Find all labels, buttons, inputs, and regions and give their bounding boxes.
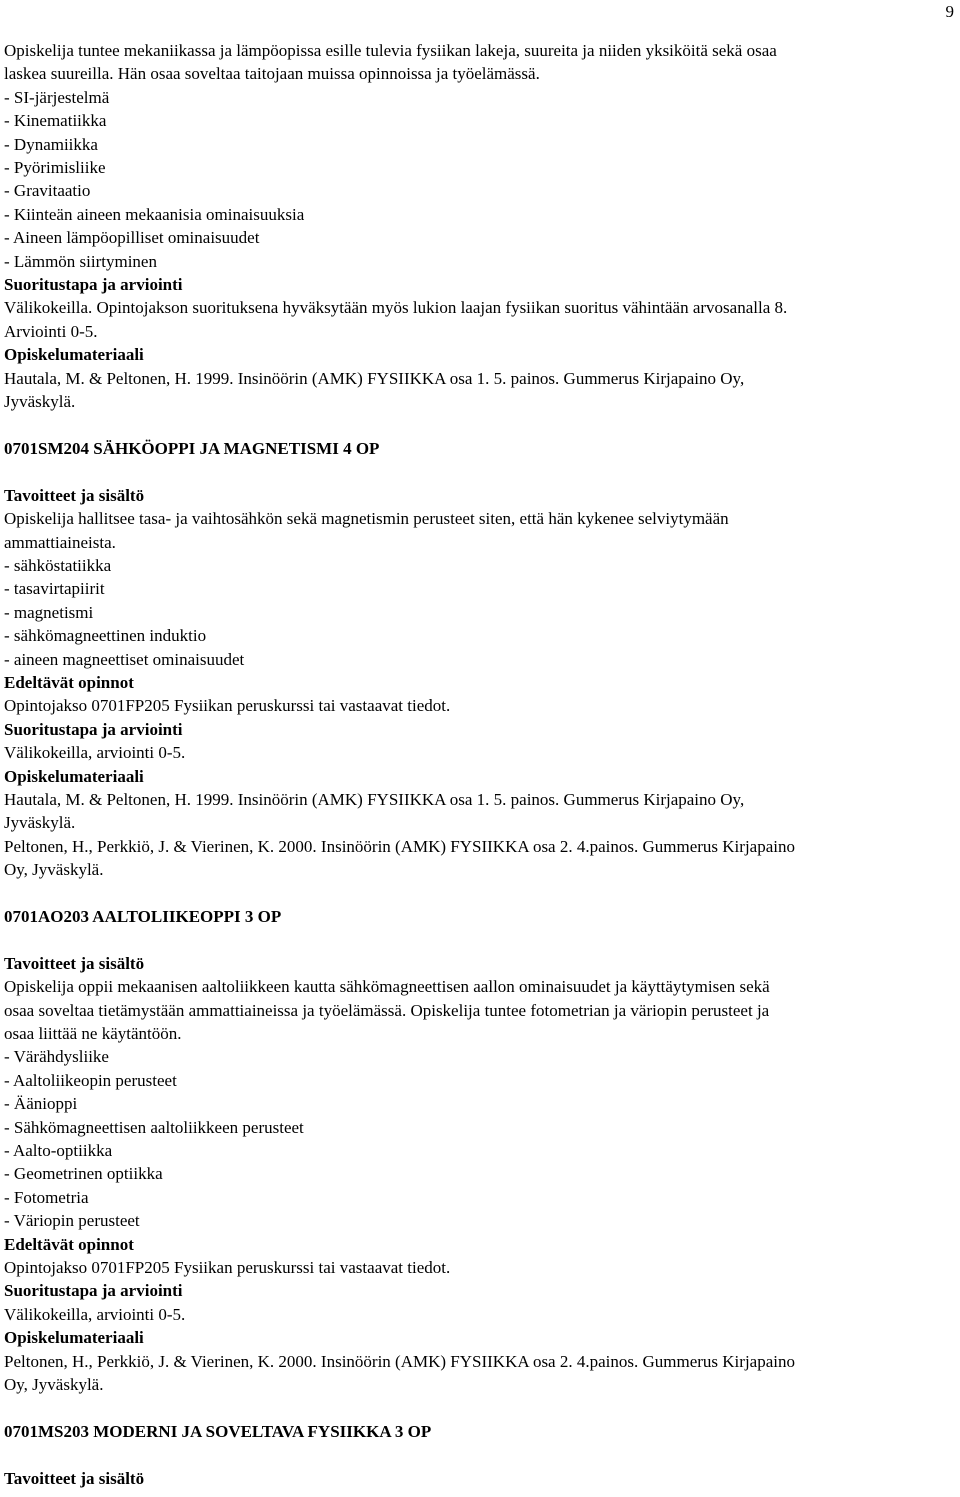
topic-item: - Äänioppi <box>4 1094 78 1114</box>
topic-item: - Gravitaatio <box>4 181 91 201</box>
topic-item: - Aineen lämpöopilliset ominaisuudet <box>4 228 260 248</box>
course-title: 0701SM204 SÄHKÖOPPI JA MAGNETISMI 4 OP <box>4 438 380 458</box>
section-gap <box>4 882 958 905</box>
materials-item: Jyväskylä. <box>4 813 76 833</box>
assessment-text: Välikokeilla, arviointi 0-5. <box>4 743 186 763</box>
assessment-text: Välikokeilla. Opintojakson suorituksena hyväksytään myös lukion laajan fysiikan suoritus vähintään arvosanalla 8. <box>4 298 788 318</box>
topic-item: - aineen magneettiset ominaisuudet <box>4 649 245 669</box>
topic-item: - Värähdysliike <box>4 1047 109 1067</box>
goals-text: osaa soveltaa tietämystään ammattiaineissa ja työelämässä. Opiskelija tuntee fotometrian ja väriopin perusteet ja <box>4 1000 770 1020</box>
topic-item: - Kinematiikka <box>4 111 107 131</box>
prereq-heading: Edeltävät opinnot <box>4 1234 134 1254</box>
prereq-heading: Edeltävät opinnot <box>4 672 134 692</box>
intro-paragraph-line: laskea suureilla. Hän osaa soveltaa taitojaan muissa opinnoissa ja työelämässä. <box>4 64 540 84</box>
materials-item: Hautala, M. & Peltonen, H. 1999. Insinöörin (AMK) FYSIIKKA osa 1. 5. painos. Gummerus Kirjapaino Oy, <box>4 368 745 388</box>
topic-item: - magnetismi <box>4 602 94 622</box>
section-gap <box>4 460 958 483</box>
goals-text: osaa liittää ne käytäntöön. <box>4 1024 182 1043</box>
course-ms203 <box>4 1420 958 1490</box>
topic-item: - Kiinteän aineen mekaanisia ominaisuuksia <box>4 204 305 224</box>
topic-item: - tasavirtapiirit <box>4 579 105 599</box>
materials-item: Peltonen, H., Perkkiö, J. & Vierinen, K. 2000. Insinöörin (AMK) FYSIIKKA osa 2. 4.painos. Gummerus Kirjapaino <box>4 1351 795 1371</box>
topic-item: - Väriopin perusteet <box>4 1211 140 1231</box>
topic-item: - Geometrinen optiikka <box>4 1164 163 1184</box>
goals-text: Opiskelija hallitsee tasa- ja vaihtosähkön sekä magnetismin perusteet siten, että hän kykenee selviytymään <box>4 509 729 529</box>
topic-item: - Aalto-optiikka <box>4 1141 113 1161</box>
course-title: 0701AO203 AALTOLIIKEOPPI 3 OP <box>4 906 282 926</box>
goals-heading: Tavoitteet ja sisältö <box>4 485 145 505</box>
goals-text: Opiskelija oppii mekaanisen aaltoliikkeen kautta sähkömagneettisen aallon ominaisuudet ja käyttäytymisen sekä <box>4 977 770 997</box>
assessment-heading: Suoritustapa ja arviointi <box>4 719 183 739</box>
goals-heading: Tavoitteet ja sisältö <box>4 953 145 973</box>
materials-item: Peltonen, H., Perkkiö, J. & Vierinen, K. 2000. Insinöörin (AMK) FYSIIKKA osa 2. 4.painos. Gummerus Kirjapaino <box>4 836 795 856</box>
topic-item: - sähköstatiikka <box>4 555 112 575</box>
materials-heading: Opiskelumateriaali <box>4 1328 144 1348</box>
document-body <box>4 39 958 1490</box>
assessment-text: Välikokeilla, arviointi 0-5. <box>4 1304 186 1324</box>
section-gap <box>4 928 958 951</box>
goals-heading: Tavoitteet ja sisältö <box>4 1468 145 1488</box>
materials-item: Hautala, M. & Peltonen, H. 1999. Insinöörin (AMK) FYSIIKKA osa 1. 5. painos. Gummerus Kirjapaino Oy, <box>4 789 745 809</box>
materials-item: Oy, Jyväskylä. <box>4 1375 104 1395</box>
topic-item: - Pyörimisliike <box>4 158 106 178</box>
topic-item: - Aaltoliikeopin perusteet <box>4 1070 177 1090</box>
materials-item: Jyväskylä. <box>4 392 76 412</box>
course-sm204 <box>4 437 958 882</box>
assessment-heading: Suoritustapa ja arviointi <box>4 275 183 295</box>
topic-item: - Fotometria <box>4 1187 89 1207</box>
intro-paragraph-line: Opiskelija tuntee mekaniikassa ja lämpöopissa esille tulevia fysiikan lakeja, suureita ja niiden yksiköitä sekä osaa <box>4 41 777 60</box>
topic-item: - Sähkömagneettisen aaltoliikkeen perusteet <box>4 1117 304 1137</box>
materials-heading: Opiskelumateriaali <box>4 766 144 786</box>
topic-item: - Lämmön siirtyminen <box>4 251 157 271</box>
course-ao203 <box>4 905 958 1397</box>
prereq-text: Opintojakso 0701FP205 Fysiikan peruskurssi tai vastaavat tiedot. <box>4 696 451 716</box>
course-title: 0701MS203 MODERNI JA SOVELTAVA FYSIIKKA 3 OP <box>4 1421 432 1441</box>
section-gap <box>4 1443 958 1466</box>
assessment-heading: Suoritustapa ja arviointi <box>4 1281 183 1301</box>
assessment-text: Arviointi 0-5. <box>4 321 98 341</box>
materials-item: Oy, Jyväskylä. <box>4 860 104 880</box>
intro-section <box>4 39 958 414</box>
section-gap <box>4 1397 958 1420</box>
section-gap <box>4 414 958 437</box>
goals-text: ammattiaineista. <box>4 532 116 552</box>
topic-item: - Dynamiikka <box>4 134 98 154</box>
topic-item: - sähkömagneettinen induktio <box>4 626 207 646</box>
topic-item: - SI-järjestelmä <box>4 87 110 107</box>
materials-heading: Opiskelumateriaali <box>4 345 144 365</box>
page-number: 9 <box>945 2 954 21</box>
prereq-text: Opintojakso 0701FP205 Fysiikan peruskurssi tai vastaavat tiedot. <box>4 1258 451 1278</box>
